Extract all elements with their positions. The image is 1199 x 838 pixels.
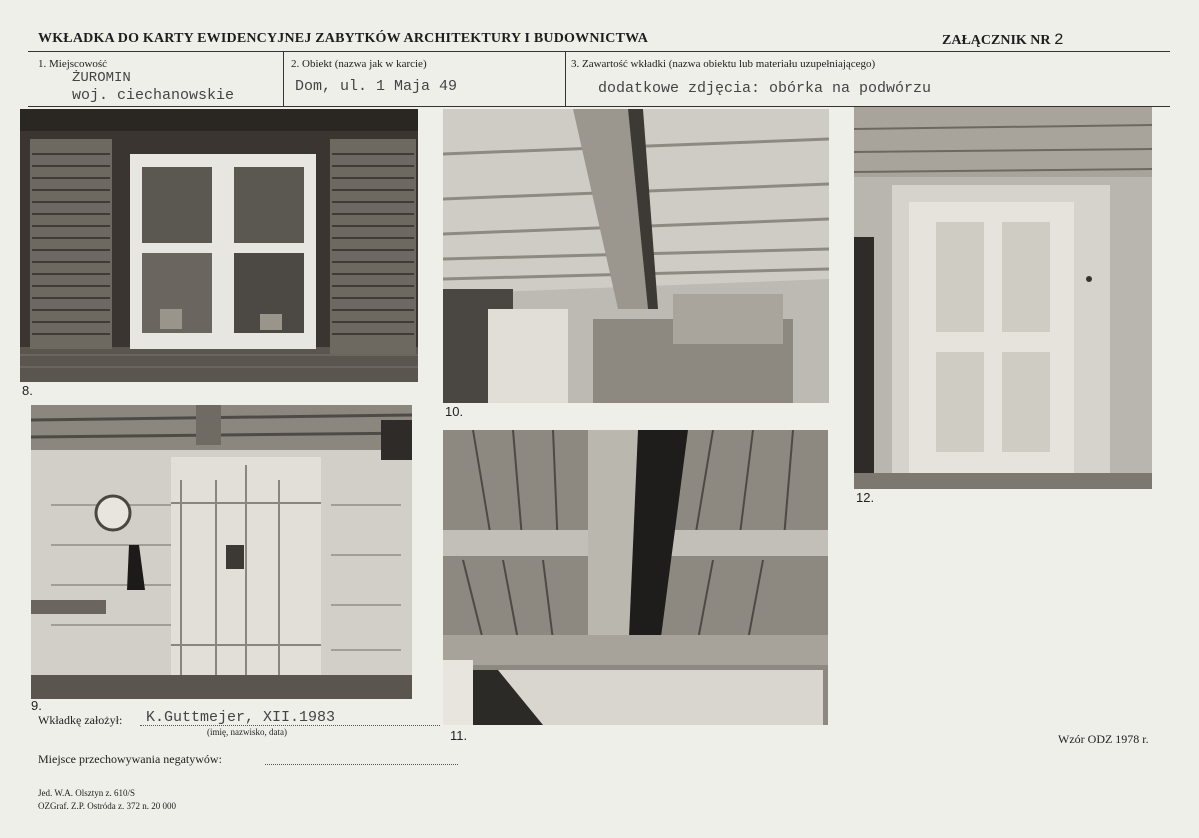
object-label: 2. Obiekt (nazwa jak w karcie) bbox=[291, 58, 427, 70]
photo-number-8: 8. bbox=[22, 383, 33, 398]
locality-value-1: ŻUROMIN bbox=[72, 70, 131, 86]
form-title: WKŁADKA DO KARTY EWIDENCYJNEJ ZABYTKÓW ARCHITEKTURY I BUDOWNICTWA bbox=[38, 31, 649, 46]
locality-label: 1. Miejscowość bbox=[38, 58, 108, 70]
locality-value-2: woj. ciechanowskie bbox=[72, 87, 235, 104]
photo-number-12: 12. bbox=[856, 490, 875, 505]
photo-ceiling-beams bbox=[443, 430, 828, 725]
photo-ceiling-interior bbox=[443, 109, 829, 403]
created-line bbox=[140, 725, 440, 726]
field-divider-1 bbox=[283, 52, 284, 106]
object-value: Dom, ul. 1 Maja 49 bbox=[295, 78, 458, 95]
header-rule bbox=[28, 51, 1170, 52]
print-info-2: OZGraf. Z.P. Ostróda z. 372 n. 20 000 bbox=[38, 801, 176, 811]
photo-number-10: 10. bbox=[445, 404, 464, 419]
photo-door bbox=[854, 107, 1152, 489]
print-info-1: Jed. W.A. Olsztyn z. 610/S bbox=[38, 788, 136, 798]
photo-barn-door bbox=[31, 405, 412, 699]
created-value: K.Guttmejer, XII.1983 bbox=[146, 709, 336, 726]
created-label: Wkładkę założył: bbox=[38, 713, 123, 727]
annex-number: 2 bbox=[1054, 31, 1064, 49]
annex-label-text: ZAŁĄCZNIK NR bbox=[942, 33, 1051, 48]
photo-number-9: 9. bbox=[31, 698, 42, 713]
photo-number-11: 11. bbox=[450, 728, 468, 743]
annex-label bbox=[942, 31, 1064, 49]
storage-label: Miejsce przechowywania negatywów: bbox=[38, 752, 222, 766]
content-value: dodatkowe zdjęcia: obórka na podwórzu bbox=[598, 80, 932, 97]
storage-line bbox=[265, 764, 458, 765]
form-version: Wzór ODZ 1978 r. bbox=[1058, 732, 1149, 746]
created-hint: (imię, nazwisko, data) bbox=[207, 727, 287, 737]
content-label: 3. Zawartość wkładki (nazwa obiektu lub materiału uzupełniającego) bbox=[571, 58, 876, 70]
photo-window-shutters bbox=[20, 109, 418, 382]
field-divider-2 bbox=[565, 52, 566, 106]
